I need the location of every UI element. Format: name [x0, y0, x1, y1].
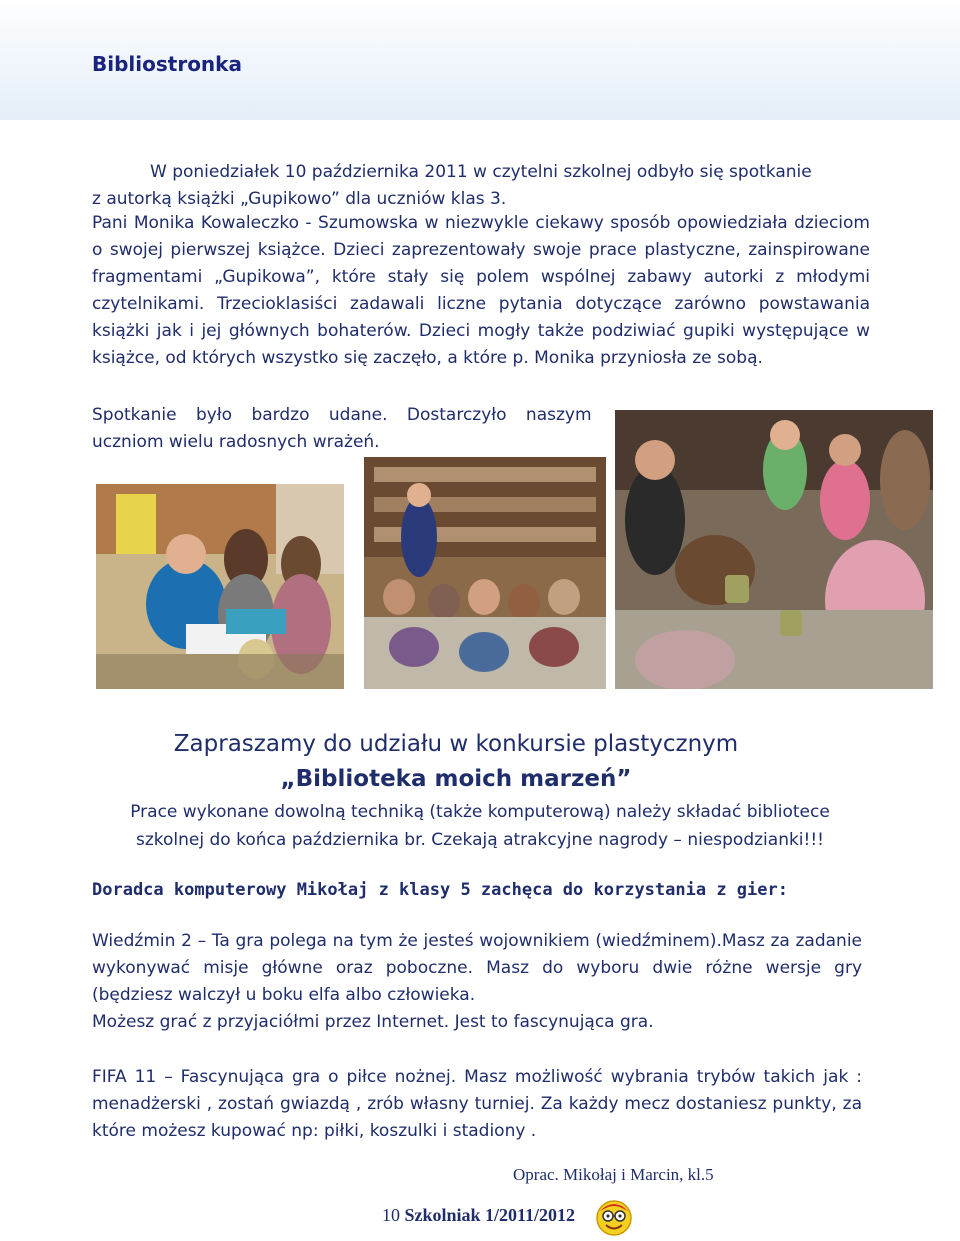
article-line-2: z autorką książki „Gupikowo” dla uczniów klas 3. — [92, 189, 507, 209]
credits-author: Oprac. Mikołaj i Marcin, kl.5 — [513, 1165, 714, 1184]
publication-name: Szkolniak 1/2011/2012 — [404, 1205, 576, 1225]
contest-description-line-1: Prace wykonane dowolną techniką (także komputerową) należy składać bibliotece — [130, 802, 830, 822]
game-fifa: FIFA 11 – Fascynująca gra o piłce nożnej. Masz możliwość wybrania trybów takich jak : menadżerski , zostań gwiazdą , zrób własny turniej. Za każdy mecz dostaniesz punkty, za które możesz kupować np: piłki, koszulki i stadiony . — [92, 1067, 862, 1141]
photo-author-signing — [96, 484, 344, 689]
contest-name: „Biblioteka moich marzeń” — [280, 766, 632, 792]
game-witcher-end: Możesz grać z przyjaciółmi przez Internet. Jest to fascynująca gra. — [92, 1012, 654, 1032]
section-title: Bibliostronka — [92, 52, 242, 76]
games-heading: Doradca komputerowy Mikołaj z klasy 5 zachęca do korzystania z gier: — [92, 880, 788, 900]
article-closing-line-1: Spotkanie było bardzo udane. Dostarczyło naszym — [92, 405, 592, 425]
photo-children-jars — [615, 410, 933, 689]
smiley-reader-icon — [594, 1197, 634, 1237]
photo-classroom-audience — [364, 457, 606, 689]
article-paragraph: Pani Monika Kowaleczko - Szumowska w niezwykle ciekawy sposób opowiedziała dzieciom o swojej pierwszej książce. Dzieci zaprezentowały swoje prace plastyczne, zainspirowane fragmentami „Gupikowa”, które stały się polem wspólnej zabawy autorki z młodymi czytelnikami. Trzecioklasiści zadawali liczne pytania dotyczące zarówno powstawania książki jak i jej głównych bohaterów. Dzieci mogły także podziwiać gupiki występujące w książce, od których wszystko się zaczęło, a które p. Monika przyniosła ze sobą. — [92, 213, 870, 368]
contest-description-line-2: szkolnej do końca października br. Czekają atrakcyjne nagrody – niespodzianki!!! — [136, 830, 824, 850]
game-witcher: Wiedźmin 2 – Ta gra polega na tym że jesteś wojownikiem (wiedźminem).Masz za zadanie wykonywać misje główne oraz poboczne. Masz do wyboru dwie różne wersje gry (będziesz walczył u boku elfa albo człowieka. — [92, 931, 862, 1005]
page-footer — [382, 1205, 575, 1226]
article-line-1: W poniedziałek 10 października 2011 w czytelni szkolnej odbyło się spotkanie — [150, 162, 812, 182]
page-header — [0, 0, 960, 120]
page-number: 10 — [382, 1205, 400, 1225]
article-closing-line-2: uczniom wielu radosnych wrażeń. — [92, 432, 380, 452]
contest-title: Zapraszamy do udziału w konkursie plastycznym — [173, 731, 739, 757]
